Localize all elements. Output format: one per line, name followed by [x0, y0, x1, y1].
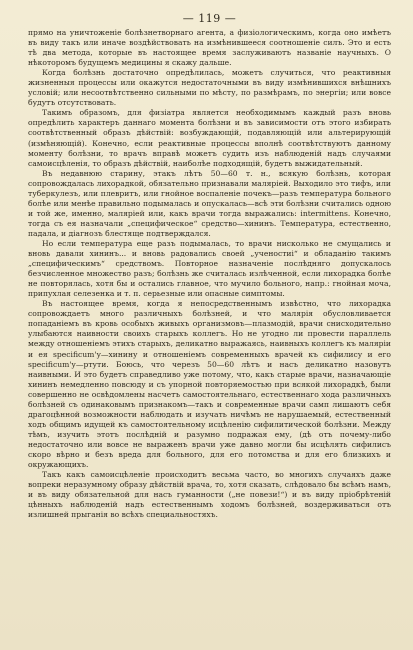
paragraph: Когда болѣзнь достаточно опредѣлилась, можетъ случиться, что реактивныя жизненныя процессы или окажутся недостаточными въ виду измѣнившихся внѣшнихъ условій; или несоотвѣтственно сильными по мѣсту, по размѣрамъ, по энергіи; или вовсе будутъ отсутствовать. — [28, 68, 391, 108]
page-body — [28, 28, 391, 520]
paragraph: Такъ какъ самоисцѣленіе происходитъ весьма часто, во многихъ случаяхъ даже вопреки неразумному образу дѣйствій врача, то, хотя сказать, слѣдовало бы всѣмъ намъ, и въ виду обязательной для насъ гуманности („не повези!“) и въ виду пріобрѣтеній цѣнныхъ наблюденій надъ естественнымъ ходомъ болѣзней, воздерживаться отъ излишней прыганія во всѣхъ специальностяхъ. — [28, 470, 391, 520]
paragraph: Въ недавнюю старину, этакъ лѣтъ 50—60 т. н., всякую болѣзнь, которая сопровождалась лихорадкой, обязательно признавали маляріей. Выходило это тифъ, или туберкулезъ, или плевритъ, или гнойное воспаленіе почекъ—разъ температура больного болѣе или менѣе правильно подымалась и опускалась—всѣ эти болѣзни считались одною и той же, именно, маляріей или, какъ врачи тогда выражались: intermittens. Конечно, тогда съ ея назначали „специфическое“ средство—хининъ. Температура, естественно, падала, и діагнозъ блестяще подтверждался. — [28, 168, 391, 238]
page-number: — 119 — — [182, 12, 237, 25]
paragraph: Въ настоящее время, когда я непосредственнымъ извѣстно, что лихорадка сопровождаетъ много различныхъ болѣзней, и что малярія обусловливается попаданіемъ въ кровь особыхъ живыхъ организмовъ—плазмодій, врачи снисходительно улыбаются наивности своихъ старыхъ коллегъ. Но не угодно ли провести параллель между отношеніемъ этихъ старыхъ, деликатно выражаясь, наивныхъ коллегъ къ маляріи и ея specificum'у—хинину и отношеніемъ современныхъ врачей къ сифилису и его specificum'у—ртути. Боюсь, что черезъ 50—60 лѣтъ и насъ деликатно назовутъ наивными. И это будетъ справедливо уже потому, что, какъ старые врачи, назначающіе хининъ немедленно повсюду и съ упорной повторяемостью при всякой лихорадкѣ, были совершенно не освѣдомлены насчетъ самостоятельнаго, естественнаго хода различныхъ болѣзней съ одинаковымъ признакомъ—такъ и современные врачи самп лишаютъ себя драгоцѣнной возможности наблюдать и изучать ничѣмъ не нарушаемый, естественный ходъ общимъ идущей къ самостоятельному исцѣленію сифилитической болѣзни. Между тѣмъ, изучить этотъ послѣдній и разумно подражая ему, (дѣ отъ почему-либо недостаточно или вовсе не выраженъ врачи уже давно могли бы исцѣлять сифилисъ скоро вѣрно и безъ вреда для больного, для его потомства и для его близкихъ и окружающихъ. — [28, 299, 391, 470]
paragraph: прямо на уничтоженіе болѣзнетворнаго агента, а физіологическимъ, когда оно имѣетъ въ виду такъ или иначе воздѣйствовать на измѣнившееся соотношеніе силъ. Это и есть тѣ два метода, которые въ настоящее время заслуживаютъ названіе научныхъ. О нѣкоторомъ будущемъ медицины я скажу дальше. — [28, 28, 391, 68]
paragraph: Такимъ образомъ, для физіатра является необходимымъ каждый разъ вновь опредѣлить характеръ даннаго момента болѣзни и въ зависимости отъ этого избирать соотвѣтственный образъ дѣйствій: возбуждающій, подавляющій или альтерирующій (измѣняющій). Конечно, если реактивные процессы вполнѣ соотвѣтствуютъ данному моменту болѣзни, то врачъ вправѣ можетъ судить изъ наблюденій надъ случаями самоисцѣленія, то образъ дѣйствій, наиболѣе подходящій, будетъ выжидательный. — [28, 108, 391, 168]
paragraph: Но если температура еще разъ подымалась, то врачи нисколько не смущались и вновь давали хининъ... и вновь радовались своей „ученостиi“ и обладанію такимъ „специфическимъ“ средствомъ. Повторное назначеніе послѣдняго допускалось безчисленное множество разъ; болѣзнь же считалась излѣченной, если лихорадка болѣе не повторялась, хотя бы и остались главное, что мучило больного, напр.: гнойная моча, припухлая селезенка и т. п. серьезные или опасные симптомы. — [28, 238, 391, 299]
